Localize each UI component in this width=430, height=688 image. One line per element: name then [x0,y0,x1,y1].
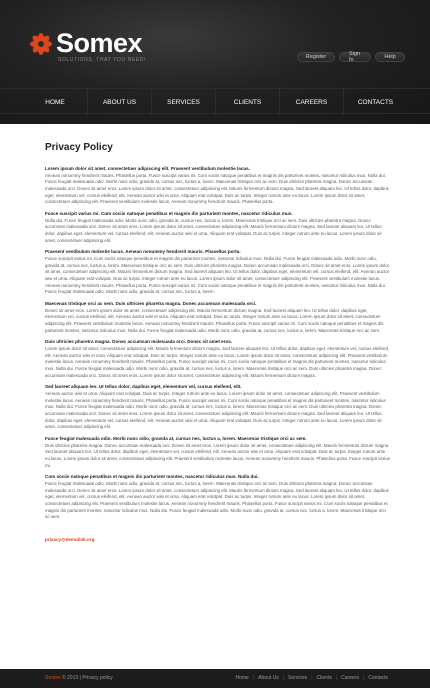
policy-section [45,211,390,244]
section-body: Lorem ipsum dolor sit amet, consectetuer adipiscing elit. Mauris fermentum dictum magna. Sed laoreet aliquam leo. Ut tellus dolor, dapibus eget, elementum vel, cursus eleifend, elit. Aenean auctor wisi et urna. Aliquam erat volutpat. Duis ac turpis. Integer rutrum ante eu lacus. Lorem ipsum dolor sit amet, consectetuer adipiscing elit. Praesent vestibulum molestie lacus. Aenean nonummy hendrerit mauris. Phasellus porta. Fusce suscipit varius mi. Cum sociis natoque penatibus et magnis dis parturient montes, nascetur ridiculus mus. Nulla dui. Fusce feugiat malesuada odio. Morbi nunc odio, gravida at, cursus nec, luctus a, lorem. Maecenas tristique orci ac sem. Duis ultricies pharetra magna. Donec accumsan malesuada orci. Donec sit amet eros. Lorem ipsum dolor sit amet, consectetuer adipiscing elit. Mauris fermentum dictum magna. [45,345,390,378]
copyright-text: © 2013 | Privacy policy [60,675,113,681]
logo[interactable] [30,30,142,57]
policy-section [45,474,390,521]
tagline: SOLUTIONS, THAT YOU NEED! [58,57,146,63]
nav-home[interactable]: HOME [45,98,65,106]
section-heading: Fusce suscipit varius mi. Cum sociis natoque penatibus et magnis dis parturient montes, nascetur ridiculus mus. [45,211,293,217]
page-title: Privacy Policy [45,142,113,153]
footer-link-home[interactable]: Home [235,675,249,681]
section-body: Aenean nonummy hendrerit mauris. Phasellus porta. Fusce suscipit varius mi. Cum sociis natoque penatibus et magnis dis parturient montes, nascetur ridiculus mus. Nulla dui. Fusce feugiat malesuada odio. Morbi nunc odio, gravida at, cursus nec, luctus a, lorem. Maecenas tristique orci ac sem. Duis ultricies pharetra magna. Donec accumsan malesuada orci. Donec sit amet eros. Lorem ipsum dolor sit amet, consectetuer adipiscing elit. Mauris fermentum dictum magna. Sed laoreet aliquam leo. Ut tellus dolor, dapibus eget, elementum vel, cursus eleifend, elit. Aenean auctor wisi et urna. Aliquam erat volutpat. Duis ac turpis. Integer rutrum ante eu lacus. Lorem ipsum dolor sit amet, consectetuer adipiscing elit. Praesent vestibulum molestie lacus. Aenean nonummy hendrerit mauris. Phasellus porta. [45,172,389,205]
nav-careers[interactable]: CAREERS [279,89,343,115]
register-button[interactable]: Register [297,52,335,62]
policy-section [45,339,390,379]
footer-link-clients[interactable]: Clients [316,675,332,681]
section-body: Nulla dui. Fusce feugiat malesuada odio. Morbi nunc odio, gravida at, cursus nec, luctus a, lorem. Maecenas tristique orci ac sem. Duis ultricies pharetra magna. Donec accumsan malesuada orci. Donec sit amet eros. Lorem ipsum dolor sit amet, consectetuer adipiscing elit. Mauris fermentum dictum magna. Sed laoreet aliquam leo. Ut tellus dolor, dapibus eget, elementum vel, cursus eleifend, elit. Aenean auctor wisi et urna. Aliquam erat volutpat. Duis ac turpis. Integer rutrum ante eu lacus. Lorem ipsum dolor sit amet, consectetuer adipiscing elit. [45,217,382,243]
section-heading: Duis ultricies pharetra magna. Donec accumsan malesuada orci. Donec sit amet eros. [45,339,233,345]
nav-contacts[interactable]: CONTACTS [343,89,407,115]
section-heading: Lorem ipsum dolor sit amet, consectetuer adipiscing elit. Praesent vestibulum molestie lacus. [45,166,250,171]
nav-about-us[interactable]: ABOUT US [87,89,151,115]
section-heading: Fusce feugiat malesuada odio. Morbi nunc odio, gravida at, cursus nec, luctus a, lorem. Maecenas tristique orci ac sem. [45,436,307,442]
policy-section [45,249,390,296]
email-link[interactable]: privacy@demolink.org [45,537,95,543]
footer-link-careers[interactable]: Careers [341,675,359,681]
policy-section [45,436,390,469]
section-body: Aenean auctor wisi et urna. Aliquam erat volutpat. Duis ac turpis. Integer rutrum ante eu lacus. Lorem ipsum dolor sit amet, consectetuer adipiscing elit. Praesent vestibulum molestie lacus. Aenean nonummy hendrerit mauris. Phasellus porta. Fusce suscipit varius mi. Cum sociis natoque penatibus et magnis dis parturient montes, nascetur ridiculus mus. Nulla dui. Fusce feugiat malesuada odio. Morbi nunc odio, gravida at, cursus nec, luctus a, lorem. Maecenas tristique orci ac sem. Duis ultricies pharetra magna. Donec accumsan malesuada orci. Donec sit amet eros. Lorem ipsum dolor sit amet, consectetuer adipiscing elit. Mauris fermentum dictum magna. Sed laoreet aliquam leo. Ut tellus dolor, dapibus eget, elementum vel, cursus eleifend, elit. Aenean auctor wisi et urna. Aliquam erat volutpat. Duis ac turpis. Integer rutrum ante eu lacus. Lorem ipsum dolor sit amet, consectetuer adipiscing elit. [45,390,386,430]
main-content [45,142,390,545]
section-body: Fusce feugiat malesuada odio. Morbi nunc odio, gravida at, cursus nec, luctus a, lorem. Maecenas tristique orci ac sem. Duis ultricies pharetra magna. Donec accumsan malesuada orci. Donec sit amet eros. Lorem ipsum dolor sit amet, consectetuer adipiscing elit. Mauris fermentum dictum magna. Sed laoreet aliquam leo. Ut tellus dolor, dapibus eget, elementum vel, cursus eleifend, elit. Aenean auctor wisi et urna. Aliquam erat volutpat. Duis ac turpis. Integer rutrum ante eu lacus. Lorem ipsum dolor sit amet, consectetuer adipiscing elit. Praesent vestibulum molestie lacus. Aenean nonummy hendrerit mauris. Phasellus porta. Fusce suscipit varius mi. Cum sociis natoque penatibus et magnis dis parturient montes, nascetur ridiculus mus. Nulla dui. Fusce feugiat malesuada odio. Morbi nunc odio, gravida at, cursus nec, luctus a, lorem. Maecenas tristique orci ac sem. [45,480,389,520]
policy-section [45,384,390,431]
top-links [297,52,405,62]
logo-text: Somex [56,28,143,58]
section-heading: Sed laoreet aliquam leo. Ut tellus dolor, dapibus eget, elementum vel, cursus eleifend, elit. [45,384,242,390]
section-heading: Praesent vestibulum molestie lacus. Aenean nonummy hendrerit mauris. Phasellus porta. [45,249,241,255]
footer-brand: Somex [45,675,61,681]
policy-section [45,166,390,206]
section-body: Donec sit amet eros. Lorem ipsum dolor sit amet, consectetuer adipiscing elit. Mauris fermentum dictum magna. Sed laoreet aliquam leo. Ut tellus dolor, dapibus eget, elementum vel, cursus eleifend, elit. Aenean auctor wisi et urna. Aliquam erat volutpat. Duis ac turpis. Integer rutrum ante eu lacus. Lorem ipsum dolor sit amet, consectetuer adipiscing elit. Praesent vestibulum molestie lacus. Aenean nonummy hendrerit mauris. Phasellus porta. Fusce suscipit varius mi. Cum sociis natoque penatibus et magnis dis parturient montes, nascetur ridiculus mus. Nulla dui. Fusce feugiat malesuada odio. Morbi nunc odio, gravida at, cursus nec, luctus a, lorem. Maecenas tristique orci ac sem. [45,307,384,333]
footer-link-contacts[interactable]: Contacts [368,675,388,681]
copyright [45,675,113,681]
header [0,0,430,124]
section-body: Fusce suscipit varius mi. Cum sociis natoque penatibus et magnis dis parturient montes, nascetur ridiculus mus. Nulla dui. Fusce feugiat malesuada odio. Morbi nunc odio, gravida at, cursus nec, luctus a, lorem. Maecenas tristique orci ac sem. Duis ultricies pharetra magna. Donec accumsan malesuada orci. Donec sit amet eros. Lorem ipsum dolor sit amet, consectetuer adipiscing elit. Mauris fermentum dictum magna. Sed laoreet aliquam leo. Ut tellus dolor, dapibus eget, elementum vel, cursus eleifend, elit. Aenean auctor wisi et urna. Aliquam erat volutpat. Duis ac turpis. Integer rutrum ante eu lacus. Lorem ipsum dolor sit amet, consectetuer adipiscing elit. Praesent vestibulum molestie lacus. Aenean nonummy hendrerit mauris. Phasellus porta. Fusce suscipit varius mi. Cum sociis natoque penatibus et magnis dis parturient montes, nascetur ridiculus mus. Nulla dui. Fusce feugiat malesuada odio. Morbi nunc odio, gravida at, cursus nec, luctus a, lorem. [45,255,390,295]
footer-link-about-us[interactable]: About Us [258,675,279,681]
policy-section [45,301,390,334]
section-heading: Cum sociis natoque penatibus et magnis dis parturient montes, nascetur ridiculus mus. Nulla dui. [45,474,259,480]
nav-clients[interactable]: CLIENTS [215,89,279,115]
sign-in-button[interactable]: Sign In [339,52,371,62]
footer-link-services[interactable]: Services [288,675,308,681]
nav-services[interactable]: SERVICES [151,89,215,115]
main-nav [0,88,430,114]
section-body: Duis ultricies pharetra magna. Donec accumsan malesuada orci. Donec sit amet eros. Lorem ipsum dolor sit amet, consectetuer adipiscing elit. Mauris fermentum dictum magna. Sed laoreet aliquam leo. Ut tellus dolor, dapibus eget, elementum vel, cursus eleifend, elit. Aenean auctor wisi et urna. Aliquam erat volutpat. Duis ac turpis. Integer rutrum ante eu lacus. Lorem ipsum dolor sit amet, consectetuer adipiscing elit. Praesent vestibulum molestie lacus. Aenean nonummy hendrerit mauris. Phasellus porta. Fusce suscipit varius mi. [45,442,390,468]
flower-icon [30,33,52,55]
footer [0,669,430,688]
footer-links: Home | About Us | Services | Clients | Careers | Contacts [235,675,388,681]
section-heading: Maecenas tristique orci ac sem. Duis ultricies pharetra magna. Donec accumsan malesuada orci. [45,301,257,307]
help-button[interactable]: Help [375,52,405,62]
